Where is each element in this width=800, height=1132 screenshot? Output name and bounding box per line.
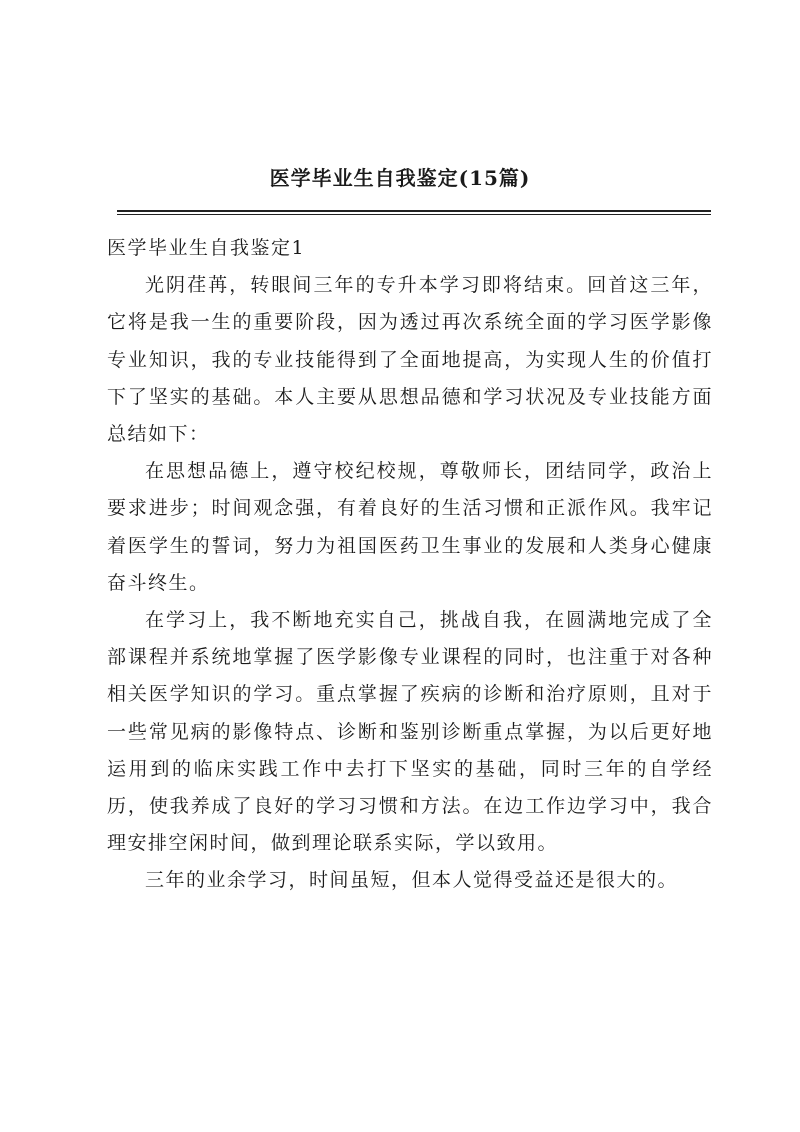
- paragraph-summary: 三年的业余学习，时间虽短，但本人觉得受益还是很大的。: [145, 869, 679, 892]
- document-body: [107, 230, 713, 900]
- title-divider-thick: [117, 210, 711, 212]
- paragraph-morality: 在思想品德上，遵守校纪校规，尊敬师长，团结同学，政治上要求进步；时间观念强，有着良好的生活习惯和正派作风。我牢记着医学生的誓词，努力为祖国医药卫生事业的发展和人类身心健康奋斗终生。: [107, 460, 713, 594]
- paragraph-study: 在学习上，我不断地充实自己，挑战自我，在圆满地完成了全部课程并系统地掌握了医学影像专业课程的同时，也注重于对各种相关医学知识的学习。重点掌握了疾病的诊断和治疗原则，且对于一些常见病的影像特点、诊断和鉴别诊断重点掌握，为以后更好地运用到的临床实践工作中去打下坚实的基础，同时三年的自学经历，使我养成了良好的学习习惯和方法。在边工作边学习中，我合理安排空闲时间，做到理论联系实际，学以致用。: [107, 609, 713, 855]
- title-divider-thin: [117, 214, 711, 215]
- section-heading: 医学毕业生自我鉴定1: [107, 237, 306, 259]
- document-title: 医学毕业生自我鉴定(15篇): [269, 166, 531, 190]
- paragraph-intro: 光阴荏苒，转眼间三年的专升本学习即将结束。回首这三年，它将是我一生的重要阶段，因为透过再次系统全面的学习医学影像专业知识，我的专业技能得到了全面地提高，为实现人生的价值打下了坚实的基础。本人主要从思想品德和学习状况及专业技能方面总结如下：: [107, 274, 713, 446]
